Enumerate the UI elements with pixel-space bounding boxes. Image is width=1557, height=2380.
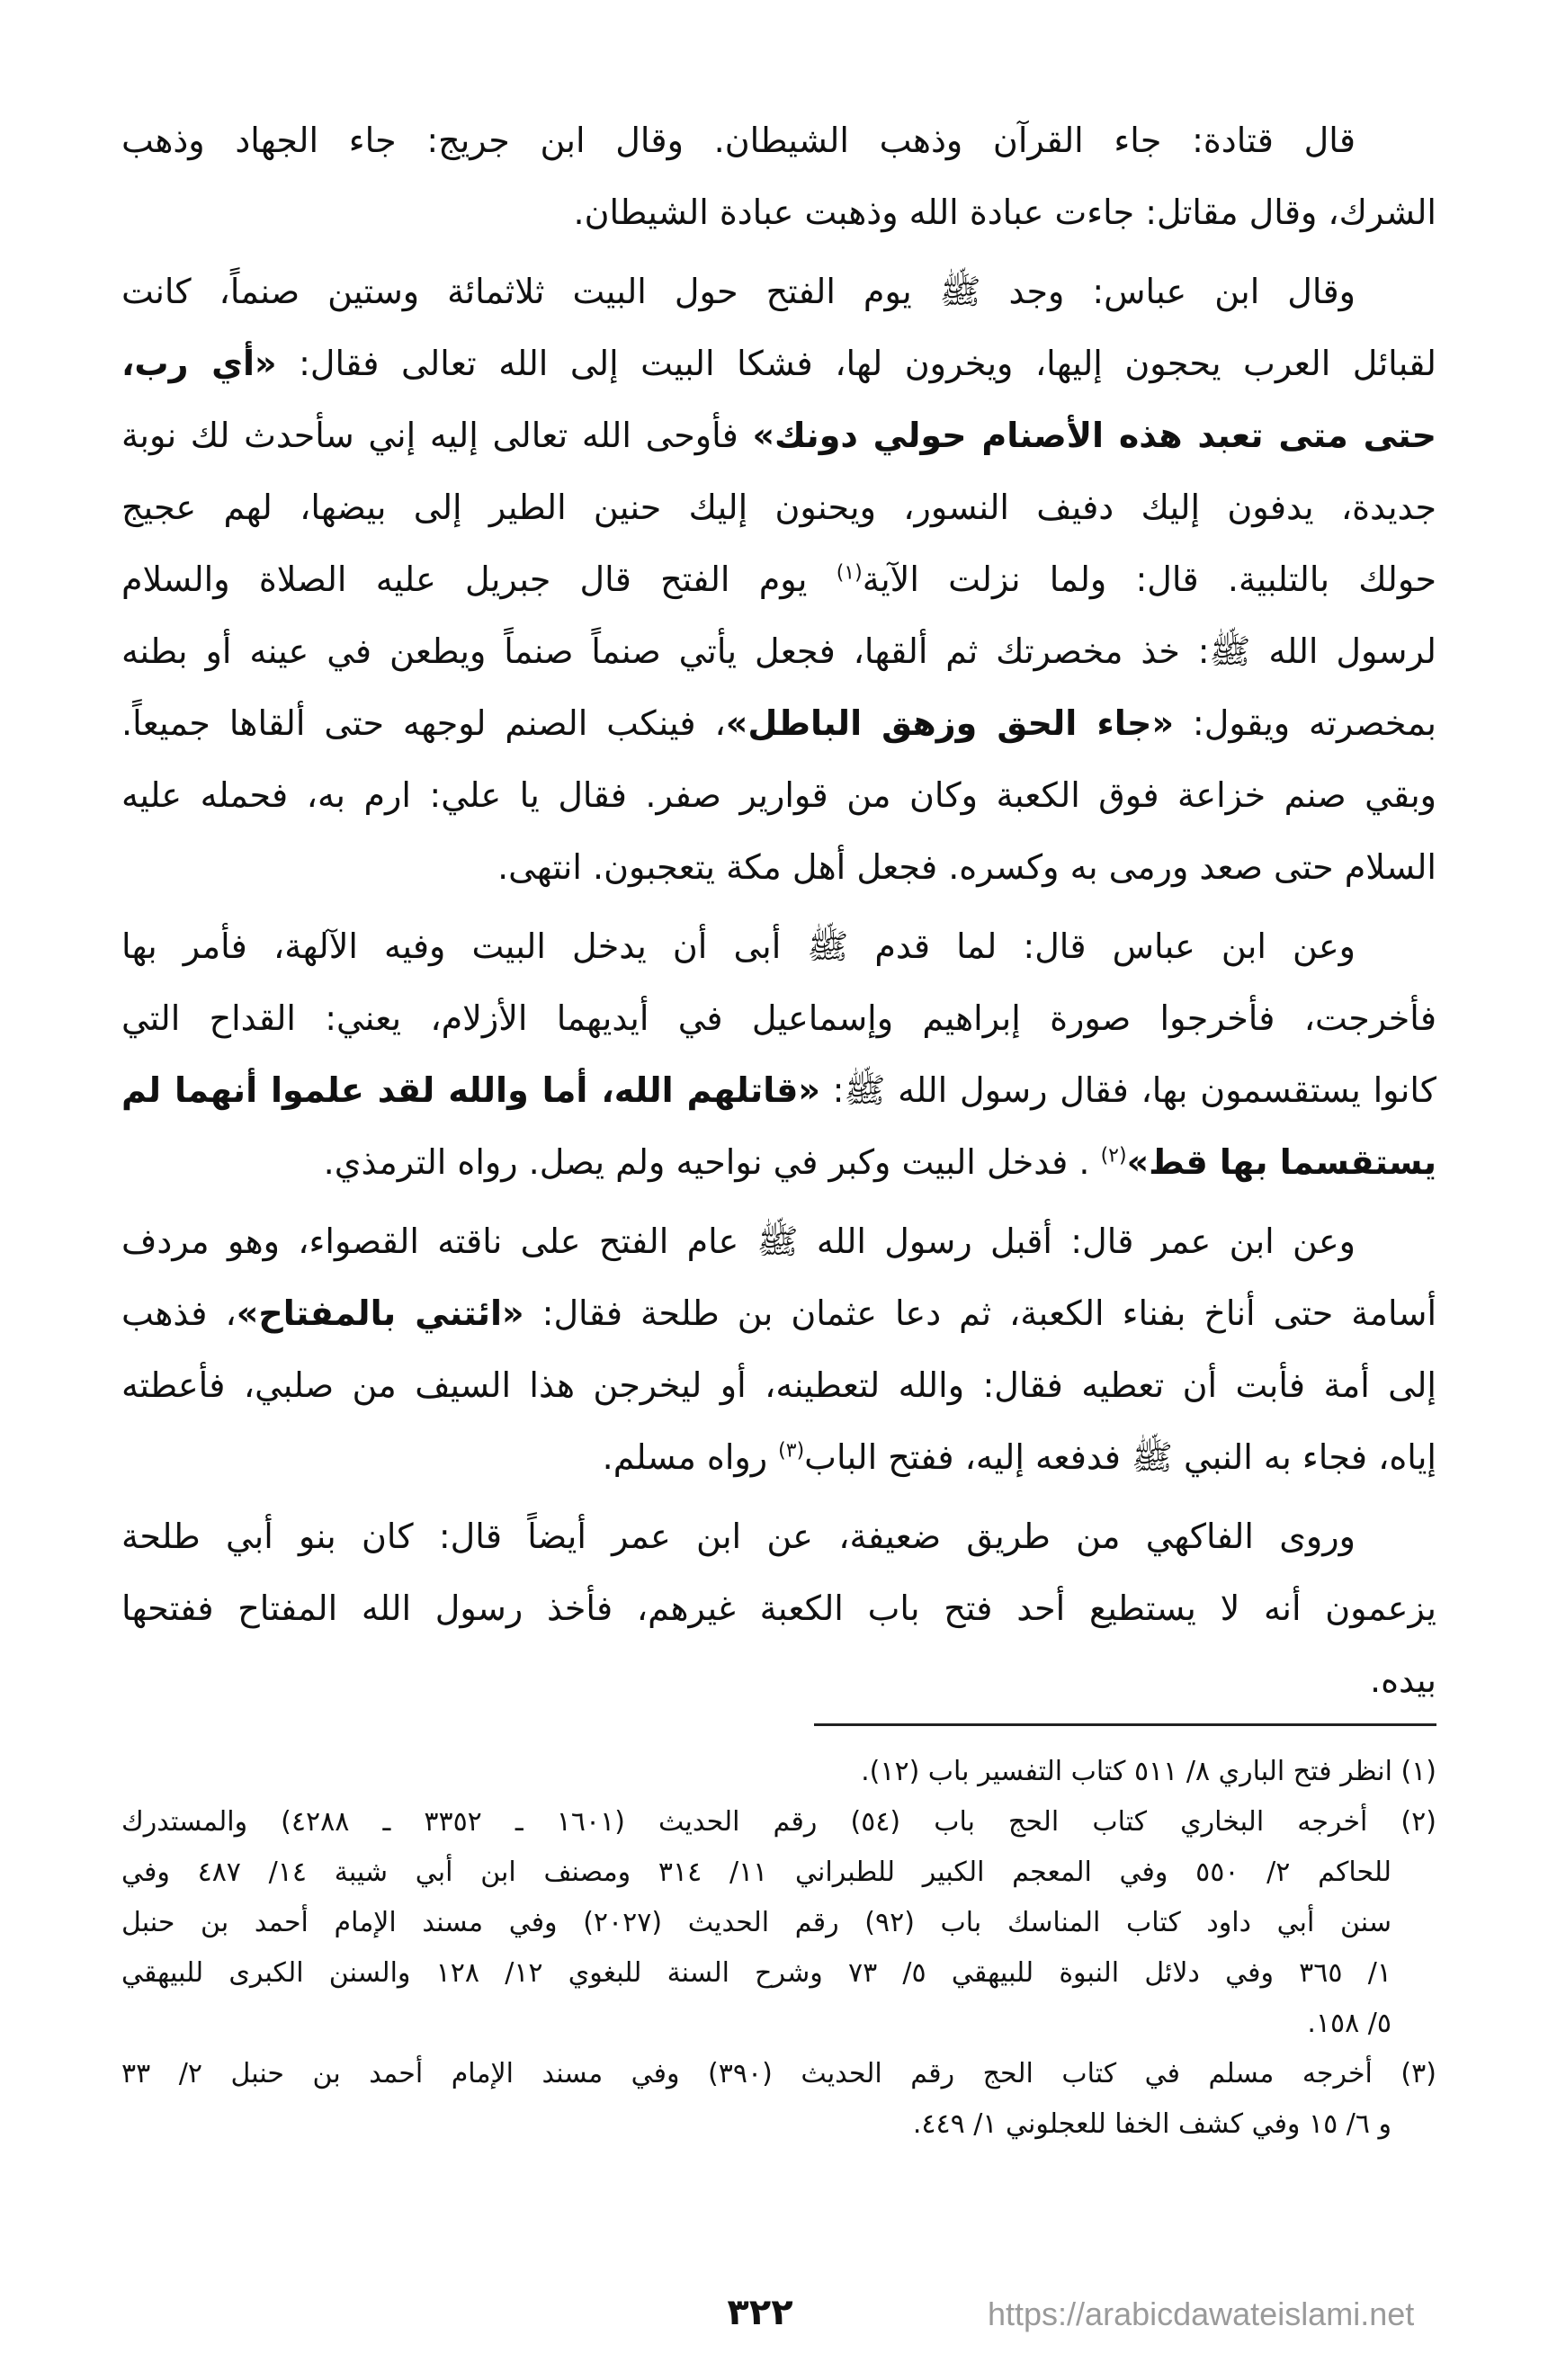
footnote <box>121 1797 1436 2049</box>
text-segment: (٢) أخرجه البخاري كتاب الحج باب (٥٤) رقم الحديث (١٦٠١ ـ ٣٣٥٢ ـ ٤٢٨٨) والمستدرك <box>121 1806 1436 1838</box>
text-segment: للحاكم ٢/ ٥٥٠ وفي المعجم الكبير للطبراني ١١/ ٣١٤ ومصنف ابن أبي شيبة ١٤/ ٤٨٧ وفي <box>121 1857 1391 1888</box>
text-segment: لقبائل العرب يحجون إليها، ويخرون لها، فشكا البيت إلى الله تعالى فقال: <box>276 344 1436 383</box>
text-segment: و ٦/ ١٥ وفي كشف الخفا للعجلوني ١/ ٤٤٩. <box>912 2108 1391 2140</box>
text-line <box>121 2099 1436 2150</box>
paragraph <box>121 910 1436 1198</box>
footnote-divider <box>814 1723 1436 1726</box>
text-segment: ٥/ ١٥٨. <box>1307 2008 1391 2039</box>
text-segment: (١) انظر فتح الباري ٨/ ٥١١ كتاب التفسير باب (١٢). <box>861 1756 1436 1787</box>
text-line <box>121 1999 1436 2049</box>
text-segment: جديدة، يدفون إليك دفيف النسور، ويحنون إليك حنين الطير إلى بيضها، لهم عجيج <box>121 488 1436 527</box>
hadith-quote: «أي رب، <box>121 344 277 383</box>
hadith-quote: «قاتلهم الله، أما والله لقد علموا أنهما لم <box>121 1070 820 1110</box>
footnotes <box>121 1747 1436 2150</box>
paragraph <box>121 1500 1436 1716</box>
text-line <box>121 831 1436 903</box>
text-segment: وبقي صنم خزاعة فوق الكعبة وكان من قوارير صفر. فقال يا علي: ارم به، فحمله عليه <box>121 775 1436 815</box>
text-segment: السلام حتى صعد ورمى به وكسره. فجعل أهل مكة يتعجبون. انتهى. <box>497 847 1436 887</box>
text-segment: يوم الفتح قال جبريل عليه الصلاة والسلام <box>121 559 837 599</box>
text-line <box>121 910 1436 982</box>
text-line <box>121 1126 1436 1198</box>
text-line <box>121 687 1436 759</box>
hadith-quote: حتى متى تعبد هذه الأصنام حولي دونك» <box>752 416 1436 455</box>
text-segment: سنن أبي داود كتاب المناسك باب (٩٢) رقم الحديث (٢٠٢٧) وفي مسند الإمام أحمد بن حنبل <box>121 1907 1391 1938</box>
text-segment: أسامة حتى أناخ بفناء الكعبة، ثم دعا عثمان بن طلحة فقال: <box>523 1293 1436 1333</box>
text-line <box>121 1421 1436 1493</box>
text-segment: لرسول الله ﷺ: خذ مخصرتك ثم ألقها، فجعل يأتي صنماً صنماً ويطعن في عينه أو بطنه <box>121 631 1436 671</box>
text-line <box>121 1898 1436 1948</box>
text-segment: وقال ابن عباس: وجد ﷺ يوم الفتح حول البيت ثلاثمائة وستين صنماً، كانت <box>121 272 1356 311</box>
text-segment: الشرك، وقال مقاتل: جاءت عبادة الله وذهبت عبادة الشيطان. <box>573 192 1436 232</box>
text-line <box>121 1277 1436 1349</box>
text-segment: فأوحى الله تعالى إليه إني سأحدث لك نوبة <box>121 416 753 455</box>
hadith-quote: «جاء الحق وزهق الباطل» <box>725 703 1174 743</box>
text-line <box>121 759 1436 831</box>
text-line <box>121 1948 1436 1999</box>
text-segment: بيده. <box>1370 1660 1436 1700</box>
footnote <box>121 2049 1436 2150</box>
paragraph <box>121 104 1436 248</box>
footnote-marker: (٣) <box>778 1439 805 1463</box>
page-number: ٣٢٢ <box>727 2292 793 2333</box>
text-line <box>121 399 1436 471</box>
text-segment: ، فذهب <box>121 1293 237 1333</box>
text-segment: وعن ابن عباس قال: لما قدم ﷺ أبى أن يدخل البيت وفيه الآلهة، فأمر بها <box>121 926 1356 966</box>
paragraph <box>121 255 1436 903</box>
text-line <box>121 982 1436 1054</box>
text-line <box>121 1205 1436 1277</box>
text-line <box>121 176 1436 248</box>
text-segment: وعن ابن عمر قال: أقبل رسول الله ﷺ عام الفتح على ناقته القصواء، وهو مردف <box>121 1221 1356 1261</box>
text-segment: ، فينكب الصنم لوجهه حتى ألقاها جميعاً. <box>121 703 726 743</box>
text-line <box>121 104 1436 176</box>
main-text <box>121 104 1436 1723</box>
footnote-marker: (٢) <box>1100 1144 1127 1168</box>
text-segment: بمخصرته ويقول: <box>1174 703 1436 743</box>
text-segment: فأخرجت، فأخرجوا صورة إبراهيم وإسماعيل في أيديهما الأزلام، يعني: القداح التي <box>121 998 1436 1038</box>
text-line <box>121 1572 1436 1644</box>
text-line <box>121 1054 1436 1126</box>
text-segment: حولك بالتلبية. قال: ولما نزلت الآية <box>862 559 1436 599</box>
text-line <box>121 1797 1436 1848</box>
text-line <box>121 543 1436 615</box>
text-segment: (٣) أخرجه مسلم في كتاب الحج رقم الحديث (٣٩٠) وفي مسند الإمام أحمد بن حنبل ٢/ ٣٣ <box>121 2058 1436 2089</box>
text-line <box>121 1747 1436 1797</box>
text-segment: ١/ ٣٦٥ وفي دلائل النبوة للبيهقي ٥/ ٧٣ وشرح السنة للبغوي ١٢/ ١٢٨ والسنن الكبرى للبيهقي <box>121 1957 1391 1989</box>
text-segment: قال قتادة: جاء القرآن وذهب الشيطان. وقال ابن جريج: جاء الجهاد وذهب <box>121 121 1356 160</box>
paragraph <box>121 1205 1436 1493</box>
text-line <box>121 1500 1436 1572</box>
watermark-url[interactable]: https://arabicdawateislami.net <box>988 2295 1415 2332</box>
text-segment: وروى الفاكهي من طريق ضعيفة، عن ابن عمر أيضاً قال: كان بنو أبي طلحة <box>121 1517 1356 1556</box>
text-segment: كانوا يستقسمون بها، فقال رسول الله ﷺ: <box>819 1070 1436 1110</box>
text-line <box>121 255 1436 327</box>
text-segment: رواه مسلم. <box>602 1437 779 1477</box>
hadith-quote: «ائتني بالمفتاح» <box>236 1293 524 1333</box>
text-line <box>121 1848 1436 1898</box>
text-segment: يزعمون أنه لا يستطيع أحد فتح باب الكعبة غيرهم، فأخذ رسول الله المفتاح ففتحها <box>121 1588 1436 1628</box>
text-segment: . فدخل البيت وكبر في نواحيه ولم يصل. رواه الترمذي. <box>323 1142 1101 1182</box>
text-line <box>121 2049 1436 2099</box>
text-segment: إلى أمة فأبت أن تعطيه فقال: والله لتعطينه، أو ليخرجن هذا السيف من صلبي، فأعطته <box>121 1365 1436 1405</box>
text-segment: إياه، فجاء به النبي ﷺ فدفعه إليه، ففتح الباب <box>804 1437 1436 1477</box>
text-line <box>121 615 1436 687</box>
text-line <box>121 1644 1436 1716</box>
footnote-marker: (١) <box>836 561 863 585</box>
text-line <box>121 327 1436 399</box>
text-line <box>121 1349 1436 1421</box>
text-line <box>121 471 1436 543</box>
footnote <box>121 1747 1436 1797</box>
hadith-quote: يستقسما بها قط» <box>1126 1142 1436 1182</box>
